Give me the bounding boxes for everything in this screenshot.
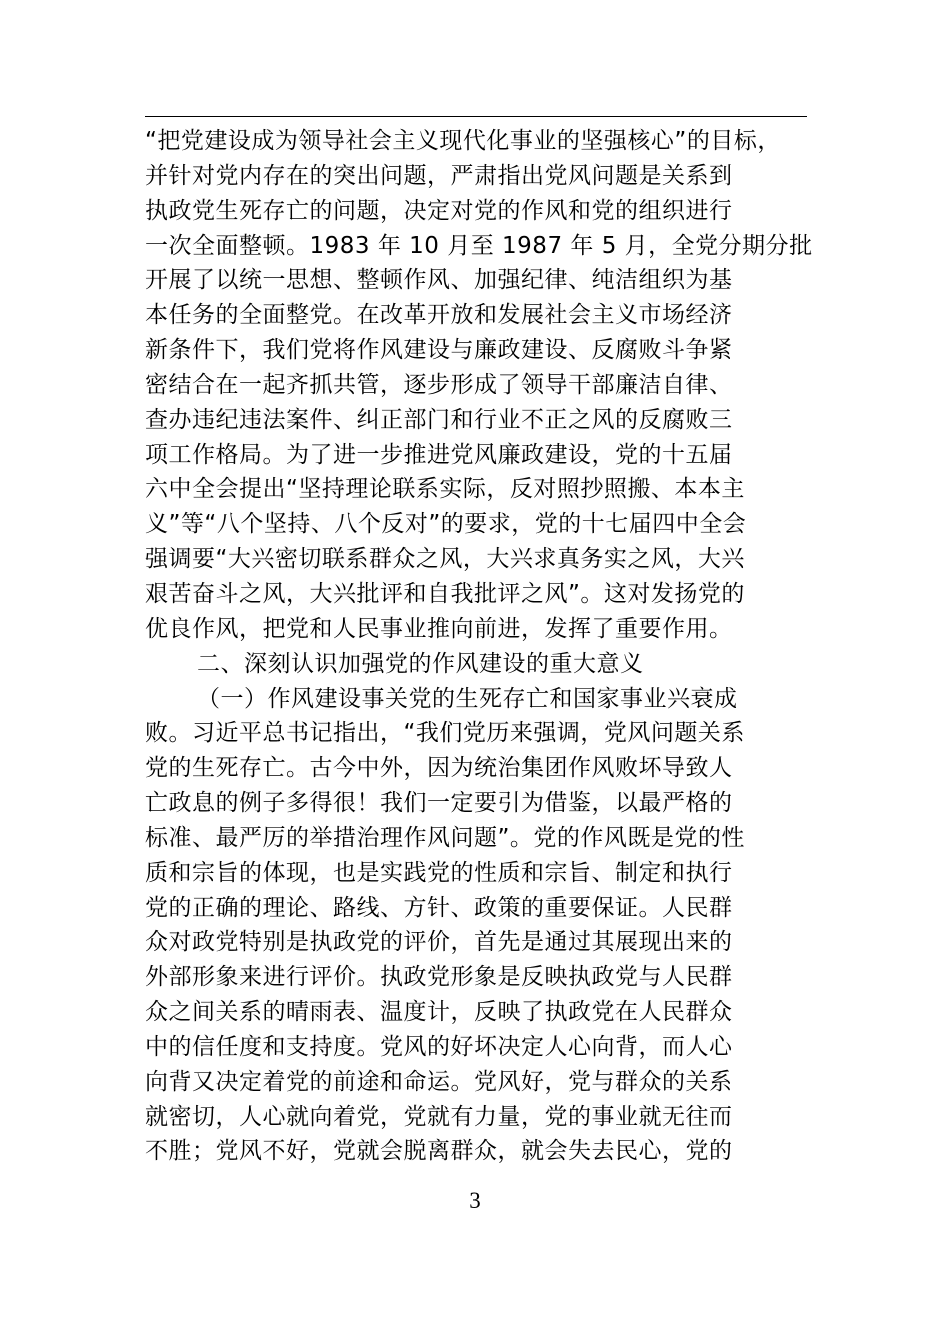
text-line: 艰苦奋斗之风，大兴批评和自我批评之风”。这对发扬党的: [145, 580, 745, 607]
text-line: 开展了以统一思想、整顿作风、加强纪律、纯洁组织为基: [145, 267, 733, 294]
text-line: 执政党生死存亡的问题，决定对党的作风和党的组织进行: [145, 197, 733, 224]
text-line: 党的生死存亡。古今中外，因为统治集团作风败坏导致人: [145, 755, 733, 782]
body-text: [145, 124, 845, 1169]
text-line: 并针对党内存在的突出问题，严肃指出党风问题是关系到: [145, 162, 733, 189]
text-line: 亡政息的例子多得很！我们一定要引为借鉴，以最严格的: [145, 790, 733, 817]
text-line: 六中全会提出“坚持理论联系实际，反对照抄照搬、本本主: [145, 476, 745, 503]
text-line: 本任务的全面整党。在改革开放和发展社会主义市场经济: [145, 302, 733, 329]
text-line: 一次全面整顿。1983 年 10 月至 1987 年 5 月，全党分期分批: [145, 232, 813, 259]
text-line: 密结合在一起齐抓共管，逐步形成了领导干部廉洁自律、: [145, 371, 733, 398]
text-line: 就密切，人心就向着党，党就有力量，党的事业就无往而: [145, 1103, 733, 1130]
text-line: 标准、最严厉的举措治理作风问题”。党的作风既是党的性: [145, 824, 745, 851]
text-line: 众对政党特别是执政党的评价，首先是通过其展现出来的: [145, 929, 733, 956]
text-line: “把党建设成为领导社会主义现代化事业的坚强核心”的目标，: [145, 128, 781, 154]
text-line: 不胜；党风不好，党就会脱离群众，就会失去民心，党的: [145, 1138, 733, 1165]
text-line: 向背又决定着党的前途和命运。党风好，党与群众的关系: [145, 1068, 733, 1095]
text-line: 外部形象来进行评价。执政党形象是反映执政党与人民群: [145, 964, 733, 991]
text-line: 项工作格局。为了进一步推进党风廉政建设，党的十五届: [145, 441, 733, 468]
text-line: 中的信任度和支持度。党风的好坏决定人心向背，而人心: [145, 1033, 733, 1060]
header-rule: [145, 116, 807, 117]
text-line: 义”等“八个坚持、八个反对”的要求，党的十七届四中全会: [145, 511, 747, 538]
text-line: 新条件下，我们党将作风建设与廉政建设、反腐败斗争紧: [145, 337, 733, 364]
text-line: 败。习近平总书记指出，“我们党历来强调，党风问题关系: [145, 720, 745, 747]
text-line: 强调要“大兴密切联系群众之风，大兴求真务实之风，大兴: [145, 546, 745, 573]
text-line: 优良作风，把党和人民事业推向前进，发挥了重要作用。: [145, 615, 733, 642]
page-number: 3: [469, 1188, 481, 1213]
subsection-first-line: （一）作风建设事关党的生死存亡和国家事业兴衰成: [197, 685, 738, 712]
text-line: 质和宗旨的体现，也是实践党的性质和宗旨、制定和执行: [145, 859, 733, 886]
text-line: 查办违纪违法案件、纠正部门和行业不正之风的反腐败三: [145, 406, 733, 433]
section-heading: 二、深刻认识加强党的作风建设的重大意义: [197, 650, 644, 677]
text-line: 党的正确的理论、路线、方针、政策的重要保证。人民群: [145, 894, 733, 921]
text-line: 众之间关系的晴雨表、温度计，反映了执政党在人民群众: [145, 999, 733, 1026]
